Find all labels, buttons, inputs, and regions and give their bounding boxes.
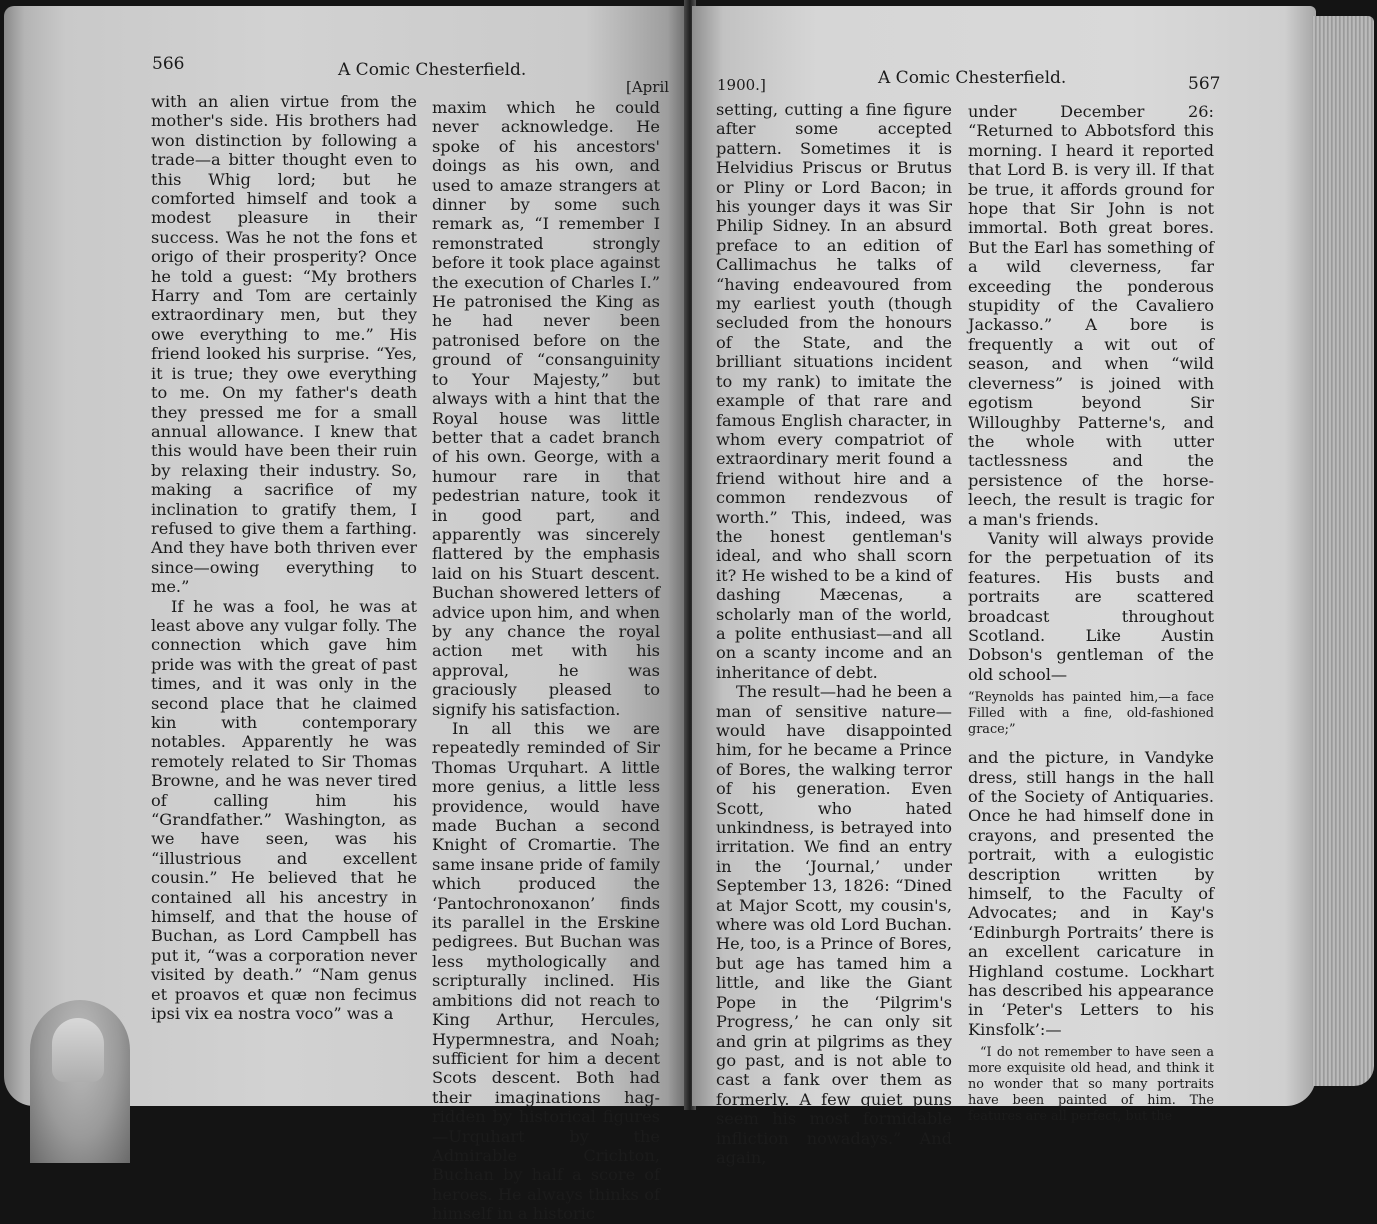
paragraph: If he was a fool, he was at least above any vulgar folly. The connection which gave him pride was with the great of past times, and it was only in the second place that he claimed kin with contemporary notables. Apparently he was remotely related to Sir Thomas Browne, and he was never tired of calling him his “Grandfather.” Washington, as we have seen, was his “illustrious and excellent cousin.” He believed that he contained all his ancestry in himself, and that the house of Buchan, as Lord Campbell has put it, “was a corporation never visited by death.” “Nam genus et proavos et quæ non fecimus ipsi vix ea nostra voco” was a — [151, 596, 417, 1024]
right-column-2 — [968, 102, 1214, 1135]
paragraph: In all this we are repeatedly reminded of Sir Thomas Urquhart. A little more genius, a little less providence, would have made Buchan a second Knight of Cromartie. The same insane pride of family which produced the ‘Pantochronoxanon’ finds its parallel in the Erskine pedigrees. But Buchan was less mythologically and scripturally inclined. His ambitions did not reach to King Arthur, Hercules, Hypermnestra, and Noah; sufficient for him a decent Scots descent. Both had their imaginations hag-ridden by historical figures—Urquhart by the Admirable Crichton, Buchan by half a score of heroes. He always thinks of himself in a historic — [432, 719, 660, 1224]
page-edges — [1312, 16, 1374, 1086]
block-quote: “I do not remember to have seen a more exquisite old head, and think it no wonder that so many portraits have been painted of him. The features are all perfect, but the — [968, 1045, 1214, 1125]
left-page-number: 566 — [152, 54, 185, 74]
right-running-title: A Comic Chesterfield. — [878, 68, 1067, 88]
paragraph: The result—had he been a man of sensitive nature—would have disappointed him, for he became a Prince of Bores, the walking terror of his generation. Even Scott, who hated unkindness, is betrayed into irritation. We find an entry in the ‘Journal,’ under September 13, 1826: “Dined at Major Scott, my cousin's, where was old Lord Buchan. He, too, is a Prince of Bores, but age has tamed him a little, and like the Giant Pope in the ‘Pilgrim's Progress,’ he can only sit and grin at pilgrims as they go past, and is not able to cast a fank over them as formerly. A few quiet puns seem his most formidable infliction nowadays.” And again, — [716, 682, 952, 1167]
right-column-1 — [716, 100, 952, 1167]
right-date: 1900.] — [717, 76, 766, 94]
paragraph: under December 26: “Returned to Abbotsford this morning. I heard it reported that Lord B. is very ill. If that be true, it affords ground for hope that Sir John is not immortal. Both great bores. But the Earl has something of a wild cleverness, far exceeding the ponderous stupidity of the Cavaliero Jackasso.” A bore is frequently a wit out of season, and when “wild cleverness” is joined with egotism beyond Sir Willoughby Patterne's, and the whole with utter tactlessness and the persistence of the horse-leech, the result is tragic for a man's friends. — [968, 102, 1214, 529]
paragraph: setting, cutting a fine figure after some accepted pattern. Sometimes it is Helvidius Priscus or Brutus or Pliny or Lord Bacon; in his younger days it was Sir Philip Sidney. In an absurd preface to an edition of Callimachus he talks of “having endeavoured from my earliest youth (though secluded from the honours of the State, and the brilliant situations incident to my rank) to imitate the example of that rare and famous English character, in whom every compatriot of extraordinary merit found a friend without hire and a common rendezvous of worth.” This, indeed, was the honest gentleman's ideal, and who shall scorn it? He wished to be a kind of dashing Mæcenas, a scholarly man of the world, a polite enthusiast—and all on a scanty income and an inheritance of debt. — [716, 100, 952, 682]
paragraph: maxim which he could never acknowledge. He spoke of his ancestors' doings as his own, and used to amaze strangers at dinner by some such remark as, “I remember I remonstrated strongly before it took place against the execution of Charles I.” He patronised the King as he had never been patronised before on the ground of “consanguinity to Your Majesty,” but always with a hint that the Royal house was little better that a cadet branch of his own. George, with a humour rare in that pedestrian nature, took it in good part, and apparently was sincerely flattered by the emphasis laid on his Stuart descent. Buchan showered letters of advice upon him, and when by any chance the royal action met with his approval, he was graciously pleased to signify his satisfaction. — [432, 98, 660, 719]
thumbnail — [52, 1018, 104, 1082]
paragraph: with an alien virtue from the mother's side. His brothers had won distinction by following a trade—a bitter thought even to this Whig lord; but he comforted himself and took a modest pleasure in their success. Was he not the fons et origo of their prosperity? Once he told a guest: “My brothers Harry and Tom are certainly extraordinary men, but they owe everything to me.” His friend looked his surprise. “Yes, it is true; they owe everything to me. On my father's death they pressed me for a small annual allowance. I knew that this would have been their ruin by relaxing their industry. So, making a sacrifice of my inclination to gratify them, I refused to give them a farthing. And they have both thriven ever since—owing everything to me.” — [151, 92, 417, 597]
paragraph: and the picture, in Vandyke dress, still hangs in the hall of the Society of Antiquaries. Once he had himself done in crayons, and presented the portrait, with a eulogistic description written by himself, to the Faculty of Advocates; and in Kay's ‘Edinburgh Portraits’ there is an excellent caricature in Highland costume. Lockhart has described his appearance in ‘Peter's Letters to his Kinsfolk’:— — [968, 748, 1214, 1039]
block-quote: “Reynolds has painted him,—a face Filled with a fine, old-fashioned grace;” — [968, 690, 1214, 738]
paragraph: Vanity will always provide for the perpetuation of its features. His busts and portraits are scattered broadcast throughout Scotland. Like Austin Dobson's gentleman of the old school— — [968, 528, 1214, 684]
left-column-1 — [151, 92, 417, 1024]
right-page-number: 567 — [1188, 74, 1221, 94]
left-column-2 — [432, 98, 660, 1224]
thumb — [30, 1000, 130, 1163]
left-running-title: A Comic Chesterfield. — [338, 60, 527, 80]
left-date: [April — [626, 78, 670, 96]
